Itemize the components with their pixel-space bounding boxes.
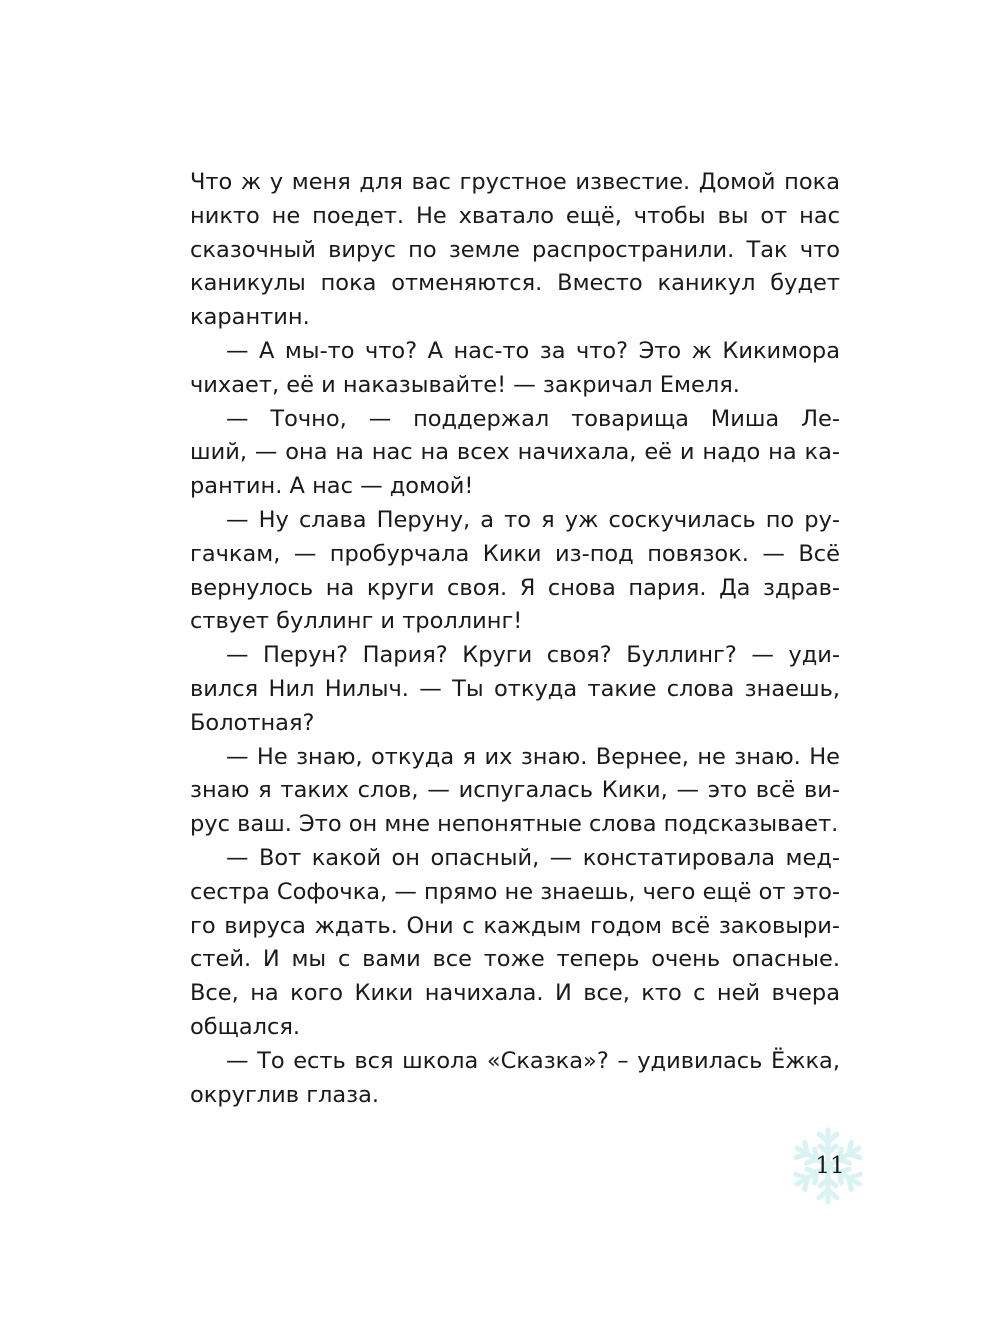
body-text bbox=[190, 166, 840, 1112]
text-line: стей. И мы с вами все тоже теперь очень опасные. bbox=[190, 946, 840, 973]
text-line: округлив глаза. bbox=[190, 1081, 380, 1108]
text-line: — Ну слава Перуну, а то я уж соскучилась по ру- bbox=[226, 506, 840, 533]
text-line: карантин. bbox=[190, 304, 310, 331]
text-line: — Вот какой он опасный, — констатировала мед- bbox=[226, 844, 840, 871]
text-line: Все, на кого Кики начихала. И все, кто с ней вчера bbox=[190, 980, 840, 1007]
text-line: Болотная? bbox=[190, 709, 315, 736]
text-line: Что ж у меня для вас грустное известие. Домой пока bbox=[190, 169, 840, 195]
text-line: ший, — она на нас на всех начихала, её и надо на ка- bbox=[190, 439, 840, 466]
text-line: — Перун? Пария? Круги своя? Буллинг? — уди- bbox=[226, 642, 840, 669]
text-line: вился Нил Нилыч. — Ты откуда такие слова знаешь, bbox=[190, 675, 840, 702]
text-line: — То есть вся школа «Сказка»? – удивилась Ёжка, bbox=[226, 1047, 840, 1074]
text-line: — Точно, — поддержал товарища Миша Ле- bbox=[226, 405, 840, 432]
text-line: сказочный вирус по земле распространили. Так что bbox=[190, 236, 840, 263]
text-line: — Не знаю, откуда я их знаю. Вернее, не знаю. Не bbox=[226, 743, 840, 770]
text-line: вернулось на круги своя. Я снова пария. Да здрав- bbox=[190, 574, 840, 601]
text-line: знаю я таких слов, — испугалась Кики, — это всё ви- bbox=[190, 777, 840, 804]
text-line: рус ваш. Это он мне непонятные слова подсказывает. bbox=[190, 811, 839, 838]
text-line: сестра Софочка, — прямо не знаешь, чего ещё от это- bbox=[190, 878, 840, 905]
text-line: общался. bbox=[190, 1013, 301, 1040]
text-line: каникулы пока отменяются. Вместо каникул будет bbox=[190, 270, 840, 297]
page-number: 11 bbox=[815, 1153, 845, 1179]
text-line: ствует буллинг и троллинг! bbox=[190, 608, 523, 635]
text-line: — А мы-то что? А нас-то за что? Это ж Кикимора bbox=[226, 337, 840, 364]
text-line: чихает, её и наказывайте! — закричал Емеля. bbox=[190, 371, 740, 398]
text-line: никто не поедет. Не хватало ещё, чтобы вы от нас bbox=[190, 202, 840, 229]
text-line: гачкам, — пробурчала Кики из-под повязок. — Всё bbox=[190, 540, 840, 567]
text-line: рантин. А нас — домой! bbox=[190, 473, 474, 500]
text-line: го вируса ждать. Они с каждым годом всё заковыри- bbox=[190, 912, 840, 939]
